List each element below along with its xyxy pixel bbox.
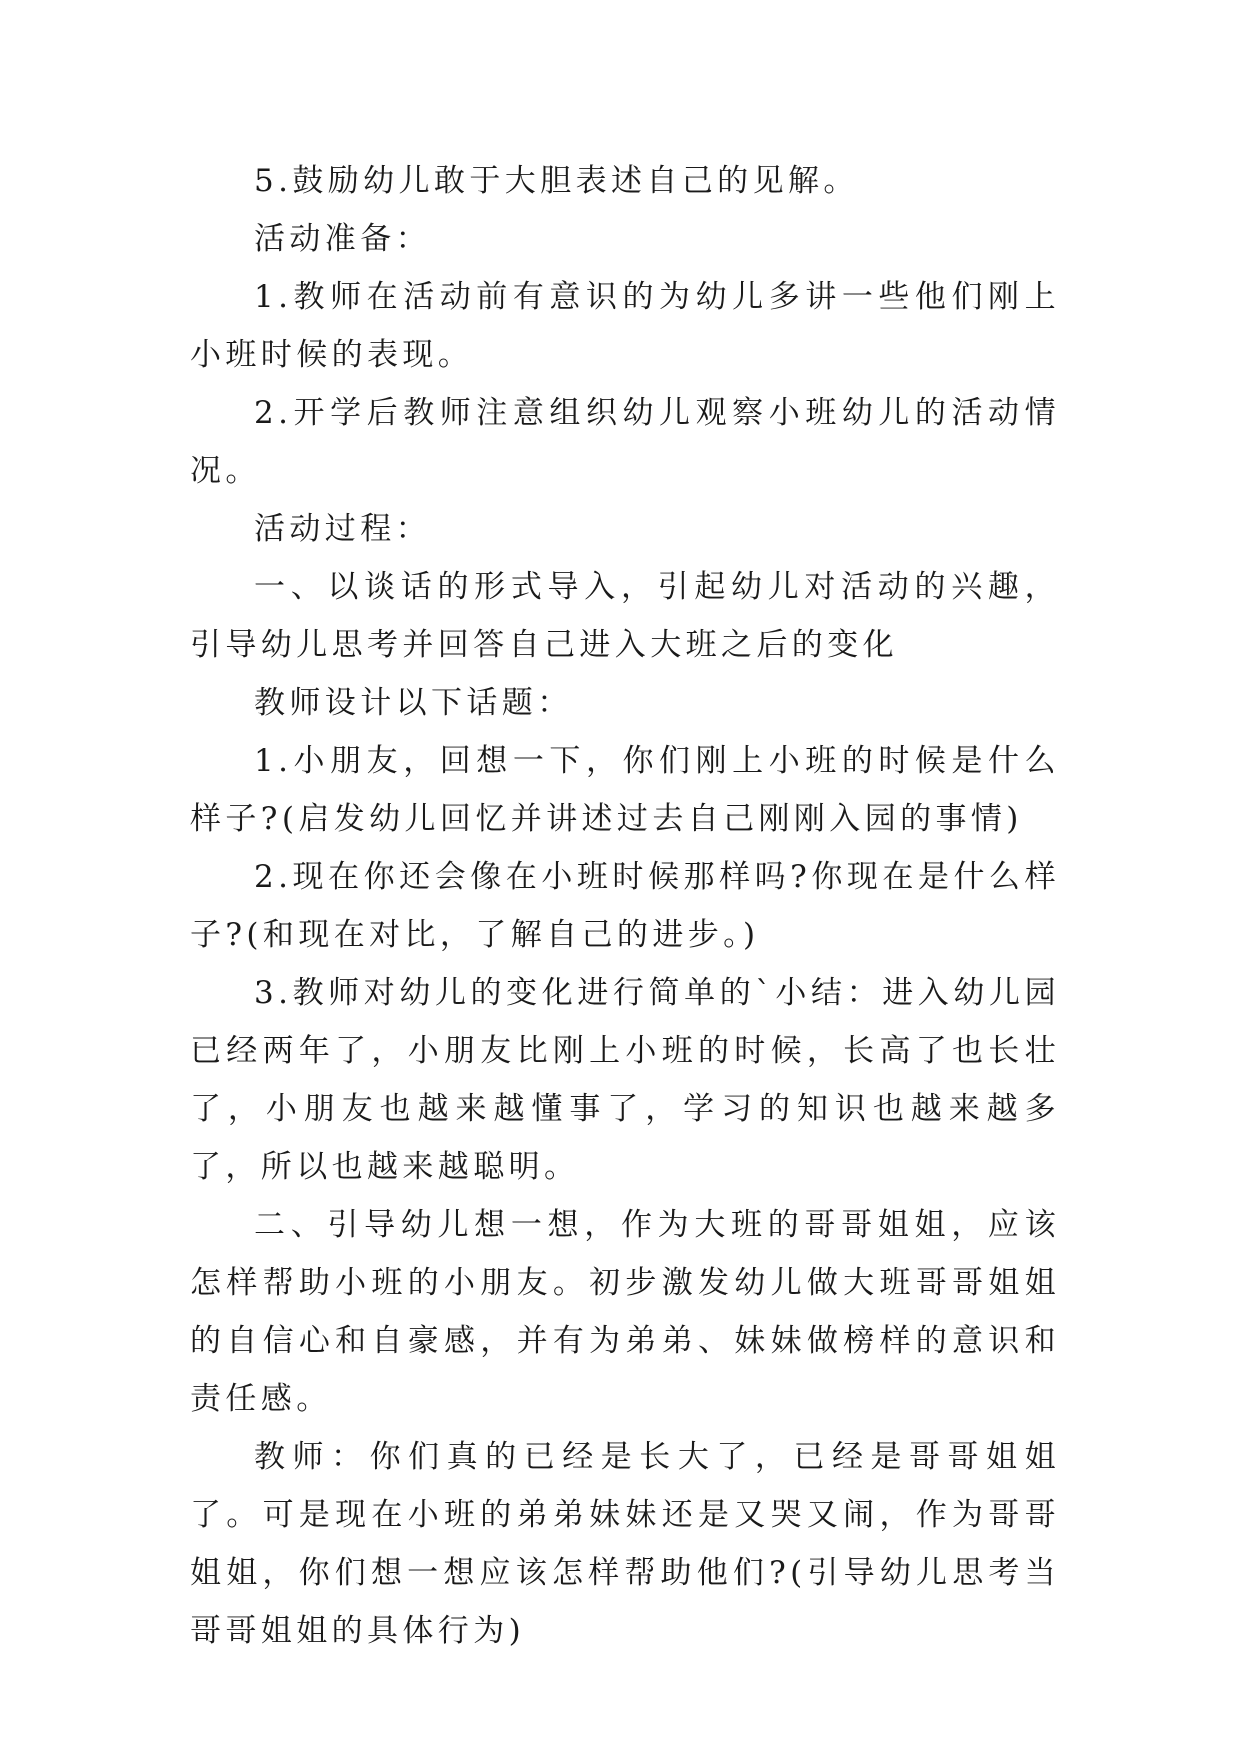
paragraph-process-step-2: 二、引导幼儿想一想，作为大班的哥哥姐姐，应该怎样帮助小班的小朋友。初步激发幼儿做大班哥哥姐姐的自信心和自豪感，并有为弟弟、妹妹做榜样的意识和责任感。 xyxy=(190,1207,1060,1417)
document-body xyxy=(190,152,1060,1660)
paragraph-goal-5: 5.鼓励幼儿敢于大胆表述自己的见解。 xyxy=(254,163,859,199)
paragraph-preparation-2: 2.开学后教师注意组织幼儿观察小班幼儿的活动情况。 xyxy=(190,395,1060,489)
paragraph-process-step-1: 一、以谈话的形式导入，引起幼儿对活动的兴趣，引导幼儿思考并回答自己进入大班之后的变化 xyxy=(190,569,1060,663)
paragraph-topic-2: 2.现在你还会像在小班时候那样吗?你现在是什么样子?(和现在对比，了解自己的进步。) xyxy=(190,859,1060,953)
paragraph-topic-3: 3.教师对幼儿的变化进行简单的`小结：进入幼儿园已经两年了，小朋友比刚上小班的时候，长高了也长壮了，小朋友也越来越懂事了，学习的知识也越来越多了，所以也越来越聪明。 xyxy=(190,975,1060,1185)
paragraph-preparation-1: 1.教师在活动前有意识的为幼儿多讲一些他们刚上小班时候的表现。 xyxy=(190,279,1060,373)
paragraph-teacher-dialogue: 教师：你们真的已经是长大了，已经是哥哥姐姐了。可是现在小班的弟弟妹妹还是又哭又闹，作为哥哥姐姐，你们想一想应该怎样帮助他们?(引导幼儿思考当哥哥姐姐的具体行为) xyxy=(190,1439,1060,1649)
paragraph-topic-1: 1.小朋友，回想一下，你们刚上小班的时候是什么样子?(启发幼儿回忆并讲述过去自己刚刚入园的事情) xyxy=(190,743,1060,837)
heading-activity-preparation: 活动准备： xyxy=(254,221,431,257)
paragraph-topics-intro: 教师设计以下话题： xyxy=(254,685,573,721)
heading-activity-process: 活动过程： xyxy=(254,511,431,547)
